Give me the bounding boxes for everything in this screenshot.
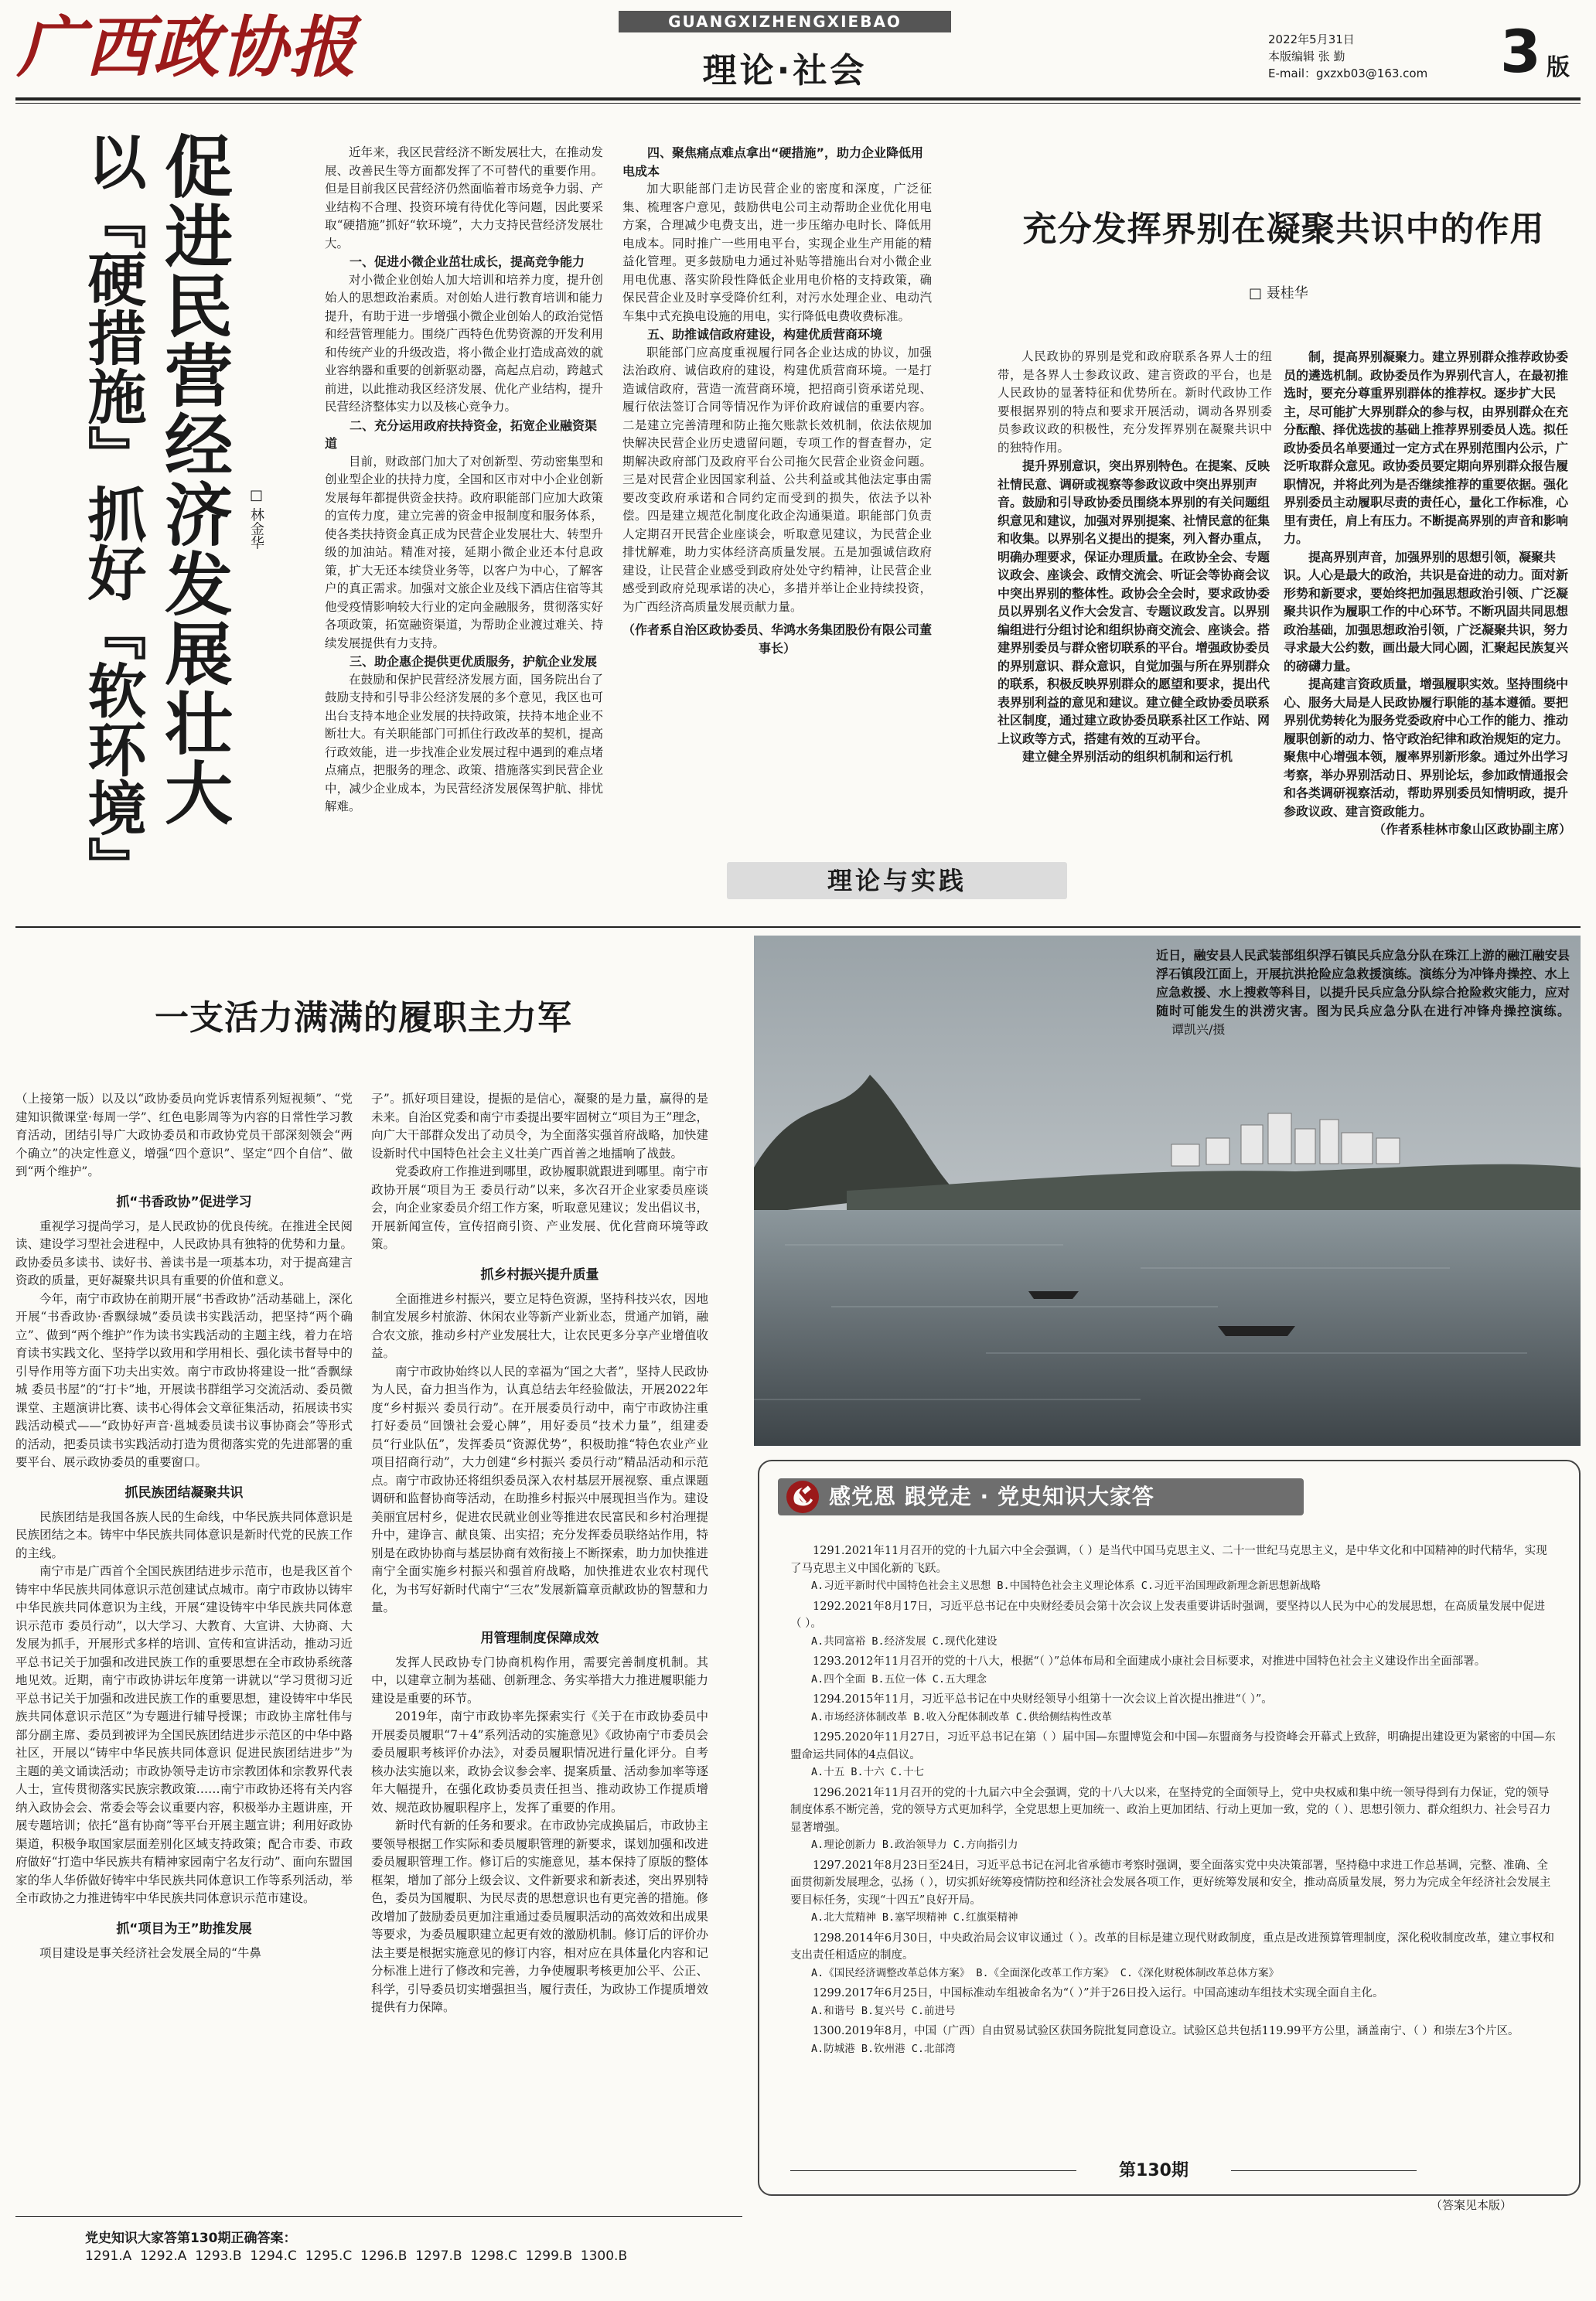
paragraph: 加大职能部门走访民营企业的密度和深度，广泛征集、梳理客户意见，鼓励供电公司主动帮助企业优化用电方案，合理减少电费支出，进一步压缩办电时长、降低用电成本。同时推广一些用电平台，实现企业生产用能的精益化管理。更多鼓励电力通过补贴等措施出台对小微企业用电优惠、落实阶段性降低企业用电价格的支持政策，确保民营企业及时享受降价红利，对污水处理企业、电动汽车集中式充换电设施的用电，实行降低电费收费标准。 [622, 182, 932, 323]
section-heading: 建立健全界别活动的组织机制和运行机 [1022, 749, 1233, 764]
quiz-question: 1300.2019年8月，中国（广西）自由贸易试验区获国务院批复同意设立。试验区总共包括119.99平方公里，涵盖南宁、（ ）和崇左3个片区。 [813, 2025, 1519, 2037]
quiz-question: 1297.2021年8月23日至24日，习近平总书记在河北省承德市考察时强调，要全面落实党中央决策部署，坚持稳中求进工作总基调，完整、准确、全面贯彻新发展理念，弘扬（ ），切实抓好统筹疫情防控和经济社会发展各项工作，更好统筹发展和安全，推动高质量发展，努力为完成全年经济社会发展主要目标任务，实现“十四五”良好开局。 [790, 1859, 1551, 1907]
hammer-sickle-icon [786, 1480, 820, 1514]
quiz-options: A.防城港 B.钦州港 C.北部湾 [811, 2042, 956, 2055]
masthead-rule-thin [15, 103, 1581, 104]
section-heading: 三、助企惠企提供更优质服务，护航企业发展 [350, 654, 598, 669]
quiz-question: 1294.2015年11月，习近平总书记在中央财经领导小组第十一次会议上首次提出推进“（ ）”。 [813, 1693, 1273, 1706]
issue-date: 2022年5月31日 [1268, 32, 1355, 46]
author-note: （作者系桂林市象山区政协副主席） [1373, 822, 1571, 837]
paragraph: 党委政府工作推进到哪里，政协履职就跟进到哪里。南宁市政协开展“项目为王 委员行动”以来，多次召开企业家委员座谈会，向企业家委员介绍工作方案，听取意见建议；发出倡议书，开展新闻宣传，宣传招商引资、产业发展、优化营商环境等政策。 [371, 1164, 708, 1251]
paragraph: 南宁市政协始终以人民的幸福为“国之大者”，坚持人民政协为人民，奋力担当作为，认真总结去年经验做法，开展2022年度“乡村振兴 委员行动”。在开展委员行动中，南宁市政协注重打好委员“回馈社会爱心牌”，用好委员“技术力量”，组建委员“行业队伍”，发挥委员“资源优势”，积极助推“特色农业产业项目招商行动”，大力创建“乡村振兴 委员行动”精品活动和示范点。南宁市政协还将组织委员深入农村基层开展视察、重点课题调研和监督协商等活动，在助推乡村振兴中展现担当作为。建设美丽宜居村乡，促进农民就业创业等推进农民富民和乡村治理提升中，建诤言、献良策、出实招；充分发挥委员联络站作用，特别是在政协协商与基层协商有效衔接上不断探索，助力加快推进南宁全面实施乡村振兴和强首府战略，加快推进农业农村现代化，为书写好新时代南宁“三农”发展新篇章贡献政协的智慧和力量。 [371, 1364, 708, 1614]
quiz-footer-rule-right [1231, 2170, 1417, 2171]
paragraph: 在鼓励和保护民营经济发展方面，国务院出台了鼓励支持和引导非公经济发展的多个意见，我区也可出台支持本地企业发展的扶持政策，扶持本地企业不断壮大。有关职能部门可抓住行政改革的契机，提高行政效能，进一步找准企业发展过程中遇到的难点堵点痛点，把服务的理念、政策、措施落实到民营企业中，减少企业成本，为民营经济发展保驾护航、排忧解难。 [325, 672, 603, 813]
section-heading: 提升界别意识，突出界别特色。在提案、反映社情民意、调研或视察等参政议政中突出界别声音。鼓励和引导政协委员围绕本界别的有关问题组织意见和建议，加强对界别提案、社情民意的征集和收集。以界别名义提出的提案，列入督办重点，明确办理要求，保证办理质量。在政协全会、专题议政会、座谈会、政情交流会、听证会等协商会议中突出界别的整体性。政协会全会时，要求政协委员以界别名义作大会发言、专题议政发言。以界别编组进行分组讨论和组织协商交流会、座谈会。搭建界别委员与群众密切联系的平台。增强政协委员的界别意识、群众意识，自觉加强与所在界别群众的联系，积极反映界别群众的愿望和要求，提出代表界别利益的意见和建议。建立健全政协委员联系社区制度，通过建立政协委员联系社区工作站、网上议政等方式，搭建有效的互动平台。 [998, 458, 1270, 746]
quiz-options: A.习近平新时代中国特色社会主义思想 B.中国特色社会主义理论体系 C.习近平治国理政新理念新思想新战略 [811, 1580, 1321, 1592]
article2-col-2 [1284, 348, 1571, 839]
article3-title: 一支活力满满的履职主力军 [155, 998, 572, 1038]
quiz-question: 1292.2021年8月17日，习近平总书记在中央财经委员会第十次会议上发表重要讲话时强调，要坚持以人民为中心的发展思想，在高质量发展中促进（ ）。 [790, 1600, 1546, 1630]
banner-rule [15, 926, 1581, 928]
paragraph: （上接第一版）以及以“政协委员向党诉衷情系列短视频”、“党建知识微课堂·每周一学”、红色电影周等为内容的日常性学习教育活动，团结引导广大政协委员和市政协党员干部深刻领会“两个确立”的决定性意义，增强“四个意识”、坚定“四个自信”、做到“两个维护”。 [15, 1092, 353, 1178]
paragraph: 发挥人民政协专门协商机构作用，需要完善制度机制。其中，以建章立制为基础、创新理念、务实举措大力推进履职能力建设是重要的环节。 [371, 1655, 708, 1706]
headline-col-1: 促进民营经济发展壮大 [154, 131, 234, 827]
paper-name: 广西政协报 [17, 9, 357, 87]
paragraph: 全面推进乡村振兴，要立足特色资源，坚持科技兴农，因地制宜发展乡村旅游、休闲农业等新产业新业态，贯通产加销，融合农文旅，推动乡村产业发展壮大，让农民更多分享产业增值收益。 [371, 1291, 708, 1360]
photo-caption [1156, 946, 1570, 1039]
paragraph: 子”。抓好项目建设，提振的是信心，凝聚的是力量，赢得的是未来。自治区党委和南宁市委提出要牢固树立“项目为王”理念，向广大干部群众发出了动员令，为全面落实强首府战略，加快建设新时代中国特色社会主义壮美广西首善之地擂响了战鼓。 [371, 1092, 708, 1161]
quiz-options: A.十五 B.十六 C.十七 [811, 1766, 925, 1778]
section-heading: 抓乡村振兴提升质量 [480, 1266, 599, 1283]
quiz-question: 1291.2021年11月召开的党的十九届六中全会强调，（ ）是当代中国马克思主义、二十一世纪马克思主义，是中华文化和中国精神的时代精华，实现了马克思主义中国化新的飞跃。 [790, 1545, 1547, 1575]
answers-list: 1291.A 1292.A 1293.B 1294.C 1295.C 1296.B 1297.B 1298.C 1299.B 1300.B [85, 2248, 628, 2264]
quiz-issue: 第130期 [1119, 2161, 1188, 2180]
quiz-question: 1299.2017年6月25日，中国标准动车组被命名为“（ ）”并于26日投入运行。中国高速动车组技术实现全面自主化。 [813, 1987, 1384, 1999]
masthead [0, 0, 1596, 108]
section-heading: 抓民族团结凝聚共识 [124, 1485, 244, 1501]
news-photo [754, 936, 1581, 1446]
answers-note: （答案见本版） [1431, 2198, 1512, 2212]
banner-label: 理论与实践 [827, 866, 967, 895]
masthead-rule [15, 97, 1581, 101]
quiz-question: 1298.2014年6月30日，中央政治局会议审议通过（ ）。改革的目标是建立现代财政制度，重点是改进预算管理制度，深化税收制度改革，建立事权和支出责任相适应的制度。 [790, 1931, 1554, 1962]
page-suffix: 版 [1547, 54, 1570, 81]
photo-caption-text: 近日，融安县人民武装部组织浮石镇民兵应急分队在珠江上游的融江融安县浮石镇段江面上，开展抗洪抢险应急救援演练。演练分为冲锋舟操控、水上应急救援、水上搜救等科目，以提升民兵应急分队综合抢险救灾能力，应对随时可能发生的洪涝灾害。图为民兵应急分队在进行冲锋舟操控演练。 [1156, 948, 1570, 1018]
page-number: 3 [1500, 17, 1541, 86]
quiz-options: A.北大荒精神 B.塞罕坝精神 C.红旗渠精神 [811, 1911, 1018, 1924]
article2-title: 充分发挥界别在凝聚共识中的作用 [1022, 210, 1545, 249]
byline: □ 林金华 [248, 487, 264, 550]
section-heading: 一、促进小微企业茁壮成长，提高竞争能力 [350, 254, 585, 269]
paragraph: 今年，南宁市政协在前期开展“书香政协”活动基础上，深化开展“书香政协·香飘绿城”委员读书实践活动，把坚持“两个确立”、做到“两个维护”作为读书实践活动的主题主线，着力在培育读书实践文化、坚持学以致用和学用相长、强化读书督导中的引导作用等方面下功夫出实效。南宁市政协将建设一批“香飘绿城 委员书屋”的“打卡”地，开展读书群组学习交流活动、委员微课堂、主题演讲比赛、读书心得体会文章征集活动，拓展读书实践活动模式——“政协好声音·邕城委员读书议事协商会”等形式的活动，把委员读书实践活动打造为贯彻落实党的先进部署的重要平台、展示政协委员的重要窗口。 [15, 1291, 353, 1469]
quiz-footer-rule-left [790, 2170, 1076, 2171]
paragraph: 近年来，我区民营经济不断发展壮大，在推动发展、改善民生等方面都发挥了不可替代的重要作用。但是目前我区民营经济仍然面临着市场竞争力弱、产业结构不合理、投资环境有待优化等问题，因此要采取“硬措施”抓好“软环境”，大力支持民营经济发展壮大。 [325, 145, 603, 251]
quiz-header [778, 1478, 1304, 1515]
article-sector-role [982, 116, 1581, 990]
headline-col-2: 以『硬措施』抓好『软环境』 [78, 131, 147, 895]
section-title: 理论·社会 [702, 51, 868, 90]
section-heading: 制，提高界别凝聚力。建立界别群众推荐政协委员的遴选机制。政协委员作为界别代言人，在最初推选时，要充分尊重界别群体的推荐权。逐步扩大民主，尽可能扩大界别群众的参与权，由界别群众在充分酝酿、择优选拔的基础上推荐界别委员人选。拟任政协委员名单要通过一定方式在界别范围内公示，广泛听取群众意见。政协委员要定期向界别群众报告履职情况，并将此列为是否继续推荐的重要依据。强化界别委员主动履职尽责的责任心，量化工作标准，心里有责任，肩上有压力。不断提高界别的声音和影响力。 [1284, 349, 1569, 546]
paragraph: 职能部门应高度重视履行同各企业达成的协议，加强法治政府、诚信政府的建设，构建优质营商环境。一是打造诚信政府，营造一流营商环境，把招商引资承诺兑现、履行依法签订合同等情况作为评价政府诚信的重要内容。二是建立完善清理和防止拖欠账款长效机制，依法依规加快解决民营企业历史遗留问题，专项工作的督查督办，定期解决政府部门及政府平台公司拖欠民营企业资金问题。三是对民营企业因国家利益、公共利益或其他法定事由需要改变政府承诺和合同约定而受到的损失，依法予以补偿。四是建立规范化制度化政企沟通渠道。职能部门负责人定期召开民营企业座谈会，听取意见建议，为民营企业排忧解难，助力实体经济高质量发展。五是加强诚信政府建设，让民营企业感受到政府处处守约精神，让民营企业感受到政府兑现承诺的决心，多措并举让企业持续投资，为广西经济高质量发展贡献力量。 [622, 345, 932, 614]
paragraph: 人民政协的界别是党和政府联系各界人士的纽带，是各界人士参政议政、建言资政的平台，也是人民政协的显著特征和优势所在。新时代政协工作要根据界别的特点和要求开展活动，调动各界别委员参政议政的积极性，充分发挥界别在凝聚共识中的独特作用。 [998, 349, 1272, 455]
paragraph: 民族团结是我国各族人民的生命线，中华民族共同体意识是民族团结之本。铸牢中华民族共同体意识是新时代党的民族工作的主线。 [15, 1509, 353, 1560]
section-banner [727, 862, 1067, 899]
paragraph: 重视学习提尚学习，是人民政协的优良传统。在推进全民阅读、建设学习型社会进程中，人民政协具有独特的优势和力量。政协委员多读书、读好书、善读书是一项基本功，对于提高建言资政的质量，更好凝聚共识具有重要的价值和意义。 [15, 1219, 353, 1287]
quiz-question: 1293.2012年11月召开的党的十八大，根据“（ ）”总体布局和全面建成小康社会目标要求，对推进中国特色社会主义建设作出全面部署。 [813, 1655, 1486, 1668]
photo-credit: 谭凯兴/摄 [1171, 1022, 1226, 1037]
author-note: （作者系自治区政协委员、华鸿水务集团股份有限公司董事长） [622, 622, 933, 656]
paragraph: 南宁市是广西首个全国民族团结进步示范市，也是我区首个铸牢中华民族共同体意识示范创建试点城市。南宁市政协以铸牢中华民族共同体意识为主线，开展“建设铸牢中华民族共同体意识示范市 委员行动”，以大学习、大教育、大宣讲、大协商、大发展为抓手，开展形式多样的培训、宣传和宣讲活动，推动习近平总书记关于加强和改进民族工作的重要思想在全市政协系统落地见效。近期，南宁市政协讲坛年度第一讲就以“学习贯彻习近平总书记关于加强和改进民族工作的重要思想，建设铸牢中华民族共同体意识示范区”为专题进行辅导授课；市政协主席牡伟与部分副主席、委员到被评为全国民族团结进步示范区的中华中路社区，开展以“铸牢中华民族共同体意识 促进民族团结进步”为主题的美文诵读活动；市政协领导走访市宗教团体和宗教界代表人士，宣传贯彻落实民族宗教政策……南宁市政协还将有关内容纳入政协会会、常委会等会议重要内容，积极举办主题讲座，开展专题培训；依托“邕有协商”等平台开展主题宣讲；利用好政协渠道，积极争取国家层面差别化区域支持政策；配合市委、市政府做好“打造中华民族共有精神家园南宁名友行动”、面向东盟国家的华人华侨做好铸牢中华民族共同体意识工作等系列活动，举全市政协之力推进铸牢中华民族共同体意识示范市建设。 [15, 1564, 353, 1905]
quiz-options: A.和谐号 B.复兴号 C.前进号 [811, 2004, 956, 2017]
paragraph: 2019年，南宁市政协率先探索实行《关于在市政协委员中开展委员履职“7＋4”系列活动的实施意见》《政协南宁市委员会委员履职考核评价办法》，对委员履职情况进行量化评分。自考核办法实施以来，政协会议参会率、提案质量、活动参加率等逐年大幅提升，在强化政协委员责任担当、推动政协工作提质增效、规范政协履职程序上，发挥了重要的作用。 [371, 1710, 708, 1815]
answers-rule [15, 2216, 742, 2217]
section-heading: 二、充分运用政府扶持资金，拓宽企业融资渠道 [325, 418, 598, 451]
quiz-question: 1296.2021年11月召开的党的十九届六中全会强调，党的十八大以来，在坚持党的全面领导上，党中央权威和集中统一领导得到有力保证，党的领导制度体系不断完善，党的领导方式更加科学，全党思想上更加统一、政治上更加团结、行动上更加一致，党的（ ）、思想引领力、群众组织力、社会号召力显著增强。 [790, 1786, 1551, 1834]
quiz-box [758, 1460, 1581, 2196]
article3-col-2 [371, 1090, 708, 2017]
section-heading: 用管理制度保障成效 [480, 1630, 599, 1646]
page-editor: 本版编辑 张 勤 [1268, 49, 1345, 63]
section-heading: 抓“书香政协”促进学习 [116, 1194, 252, 1210]
pinyin-banner: GUANGXIZHENGXIEBAO [619, 11, 951, 32]
section-heading: 提高界别声音，加强界别的思想引领，凝聚共识。人心是最大的政治，共识是奋进的动力。面对新形势和新要求，要始终把加强思想政治引领、广泛凝聚共识作为履职工作的中心环节。不断巩固共同思想政治基础，加强思想政治引领，广泛凝聚共识，努力寻求最大公约数，画出最大同心圆，汇聚起民族复兴的磅礴力量。 [1284, 549, 1569, 673]
section-heading: 抓“项目为王”助推发展 [116, 1921, 252, 1937]
article-private-economy [15, 116, 967, 990]
section-heading: 四、聚焦痛点难点拿出“硬措施”，助力企业降低用电成本 [622, 145, 924, 179]
article2-col-1 [998, 348, 1272, 766]
quiz-list [790, 1543, 1556, 2061]
article1-col-2 [622, 144, 932, 657]
paragraph: 新时代有新的任务和要求。在市政协完成换届后，市政协主要领导根据工作实际和委员履职管理的新要求，谋划加强和改进委员履职管理工作。修订后的实施意见，基本保持了原版的整体框架，增加了部分上级会议、文件新要求和新表述，突出界别特色，委员为国履职、为民尽责的思想意识也有更完善的措施。修改增加了鼓励委员更加注重通过委员履职活动的高效效和出成果等要求，为委员履职建立起更有效的激励机制。修订后的评价办法主要是根据实施意见的修订内容，相对应在具体量化内容和记分标准上进行了修改和完善，力争使履职考核更加公平、公正、科学，引导委员切实增强担当，履行责任，为政协工作提质增效提供有力保障。 [371, 1819, 708, 2014]
quiz-options: A.四个全面 B.五位一体 C.五大理念 [811, 1672, 987, 1686]
quiz-options: A.共同富裕 B.经济发展 C.现代化建设 [811, 1635, 998, 1648]
quiz-title: 感党恩 跟党走 · 党史知识大家答 [829, 1484, 1154, 1509]
article1-col-1 [325, 144, 603, 816]
paragraph: 对小微企业创始人加大培训和培养力度，提升创始人的思想政治素质。对创始人进行教育培训和能力提升，有助于进一步增强小微企业创始人的政治觉悟和经营管理能力。围绕广西特色优势资源的开发利用和传统产业的升级改造，将小微企业打造成高效的就业容纳器和重要的创新驱动器，高起点启动，跨越式前进，以此推动我区经济发展、优化产业结构，提升民营经济整体实力以及核心竞争力。 [325, 272, 603, 414]
section-heading: 提高建言资政质量，增强履职实效。坚持围绕中心、服务大局是人民政协履行职能的基本遵循。要把界别优势转化为服务党委政府中心工作的能力、推动履职创新的动力、恪守政治纪律和政治规矩的定力。聚焦中心增强本领，履率界别新形象。通过外出学习考察，举办界别活动日、界别论坛，参加政情通报会和各类调研视察活动，帮助界别委员知情明政，提升参政议政、建言资政能力。 [1284, 677, 1569, 819]
paragraph: 项目建设是事关经济社会发展全局的“牛鼻 [39, 1945, 261, 1960]
quiz-footer [790, 2160, 1548, 2183]
article2-byline: □ 聂桂华 [1249, 285, 1308, 302]
answers-title: 党史知识大家答第130期正确答案： [85, 2231, 297, 2246]
quiz-question: 1295.2020年11月27日，习近平总书记在第（ ）届中国—东盟博览会和中国—东盟商务与投资峰会开幕式上致辞，明确提出建设更为紧密的中国—东盟命运共同体的4点倡议。 [790, 1731, 1556, 1761]
article-active-members [15, 936, 742, 2211]
paragraph: 目前，财政部门加大了对创新型、劳动密集型和创业型企业的扶持力度，全国和区市对中小企业创新发展每年都提供资金扶持。政府职能部门应加大政策的宣传力度，建立完善的资金申报制度和服务体系，使各类扶持资金真正成为民营企业发展壮大、转型升级的加油站。精准对接，延期小微企业还本付息政策，扩大无还本续贷业务等，以客户为中心，了解客户的真正需求。加强对文旅企业及线下酒店住宿等其他受疫情影响较大行业的定向金融服务，贯彻落实好各项政策，拓宽融资渠道，为帮助企业渡过难关、持续发展提供有力支持。 [325, 454, 603, 650]
article3-col-1 [15, 1090, 353, 1962]
section-heading: 五、助推诚信政府建设，构建优质营商环境 [647, 327, 883, 342]
editor-email: E-mail：gxzxb03@163.com [1268, 66, 1428, 80]
quiz-options: A.《国民经济调整改革总体方案》 B.《全面深化改革工作方案》 C.《深化财税体制改革总体方案》 [811, 1966, 1280, 1979]
quiz-options: A.市场经济体制改革 B.收入分配体制改革 C.供给侧结构性改革 [811, 1710, 1113, 1723]
quiz-options: A.理论创新力 B.政治领导力 C.方向指引力 [811, 1839, 1018, 1851]
